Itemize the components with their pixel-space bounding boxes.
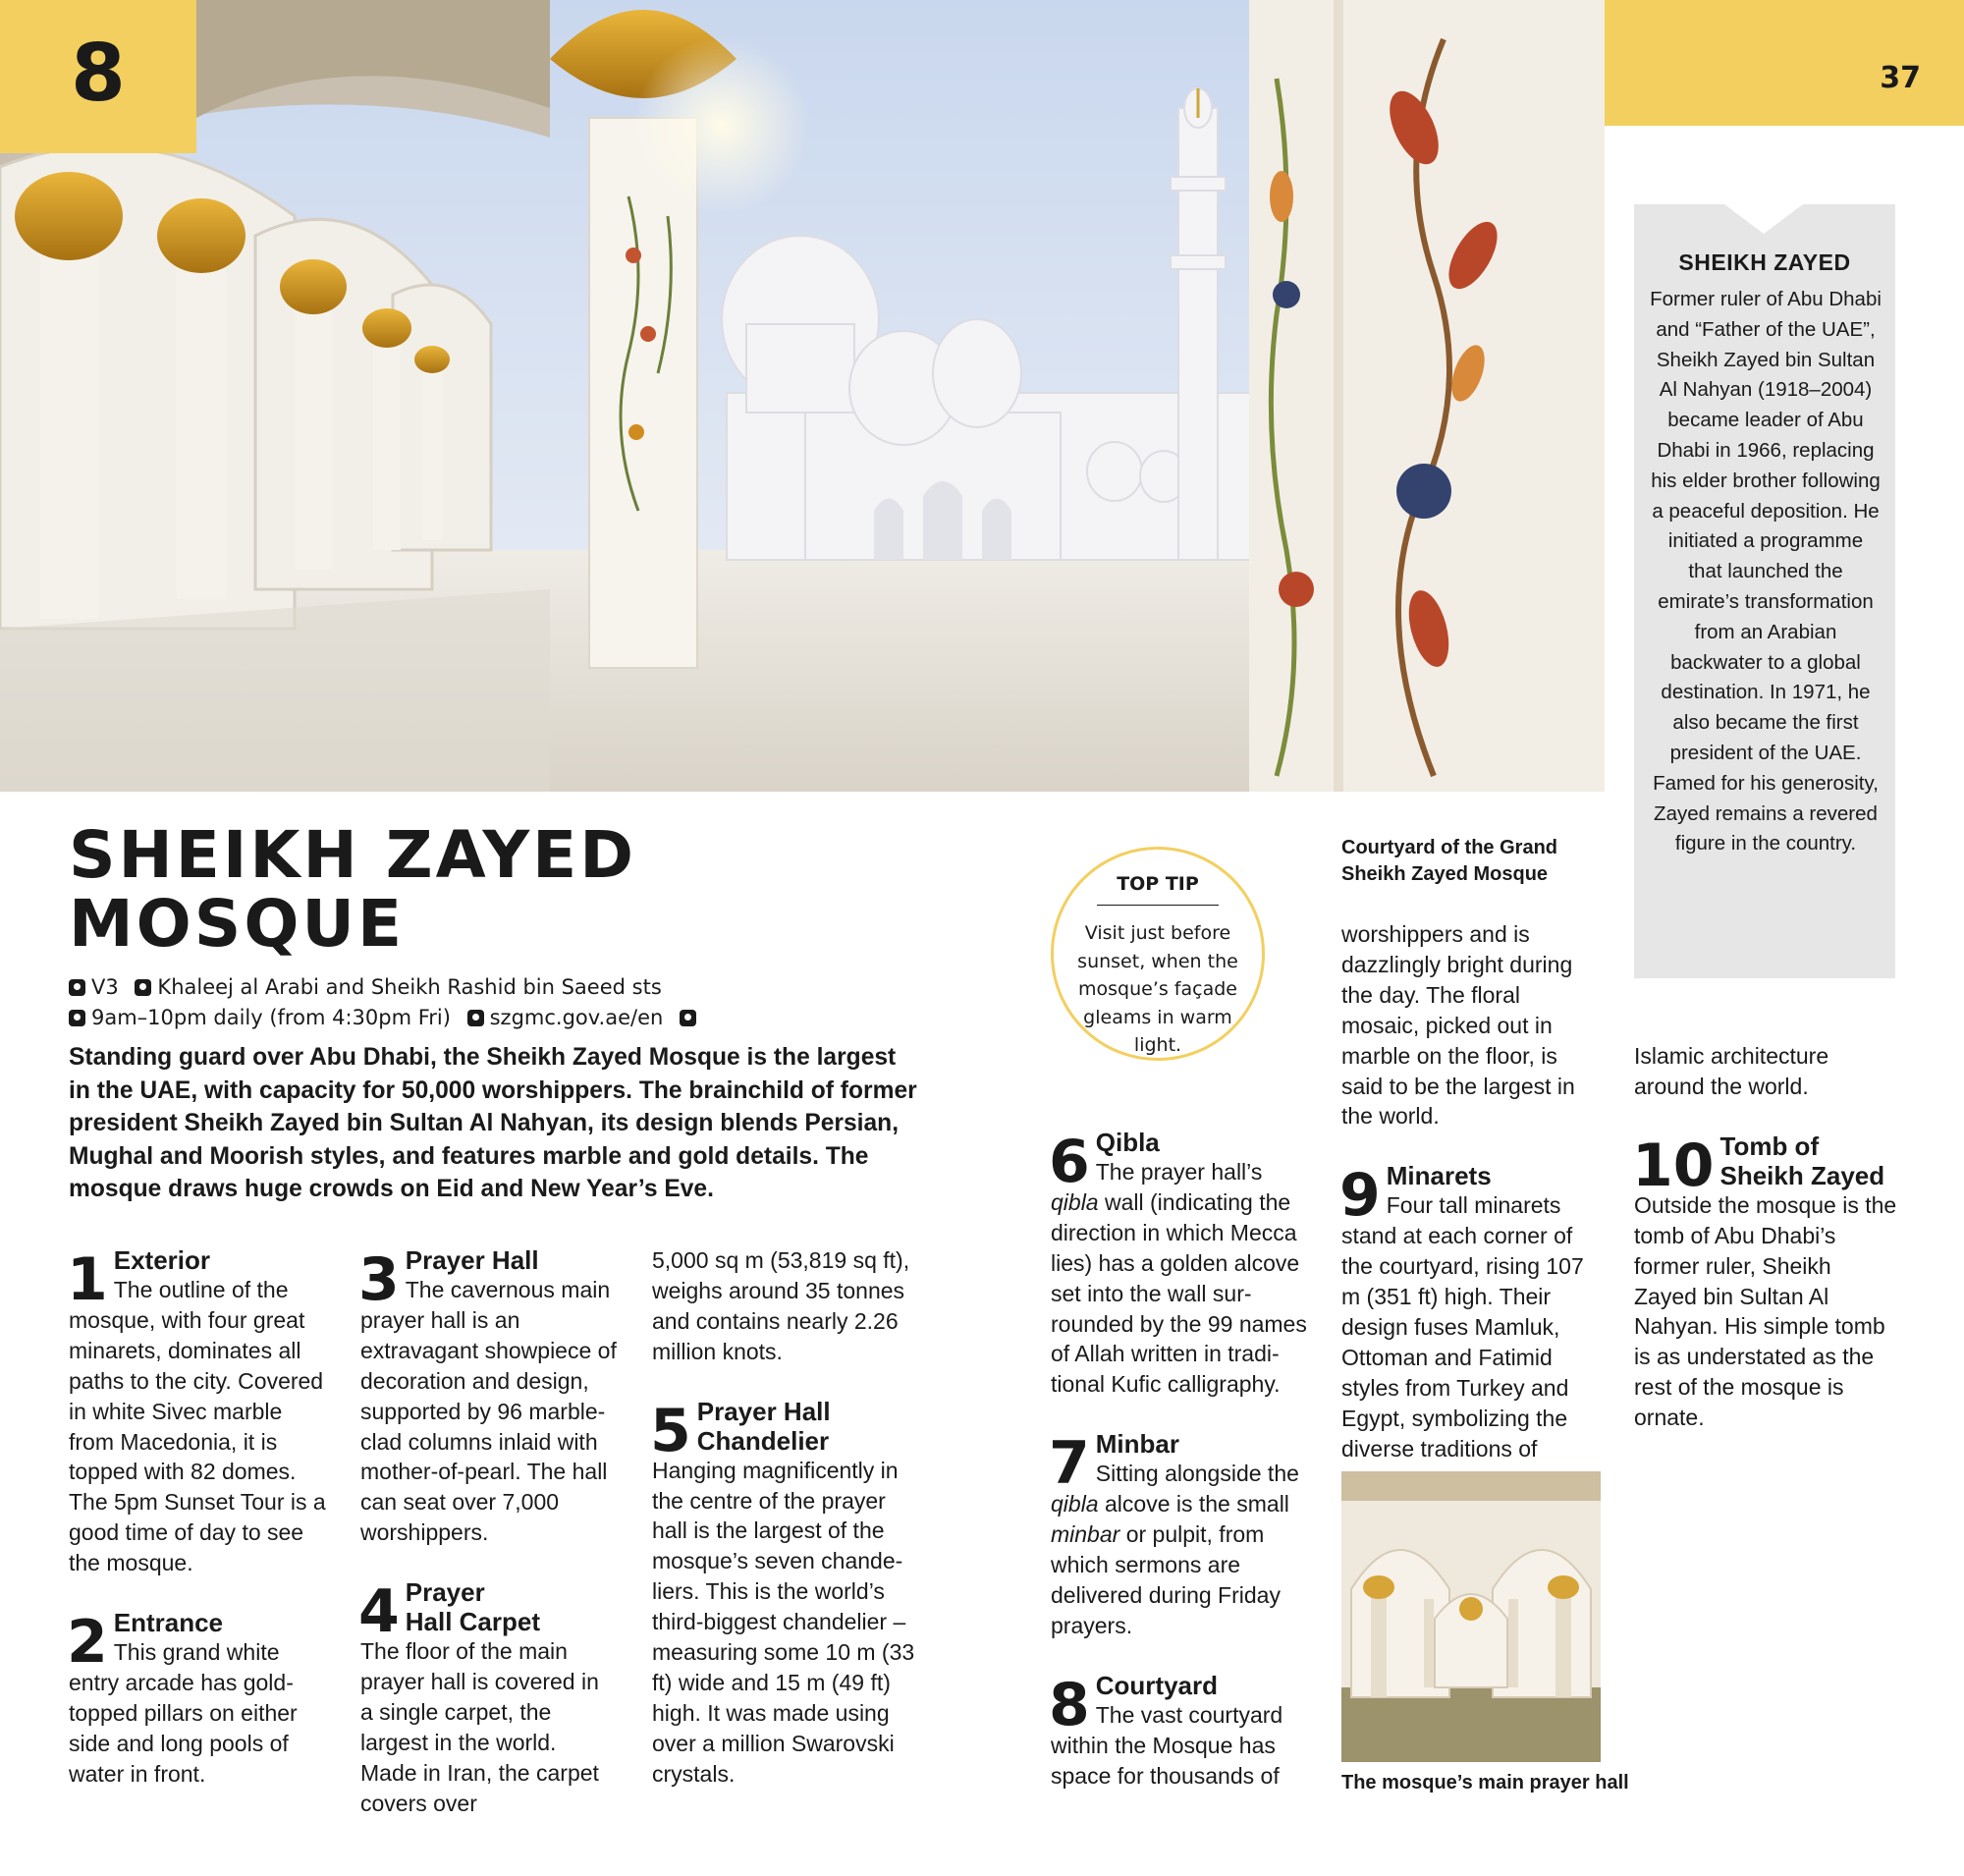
accessibility-icon bbox=[680, 1010, 696, 1026]
title-line-2: MOSQUE bbox=[69, 886, 406, 962]
item-number: 10 bbox=[1632, 1131, 1715, 1200]
item-minbar bbox=[1051, 1429, 1314, 1640]
item-text: Outside the mosque is the tomb of Abu Dhabi’s former ruler, Sheikh Zayed bin Sultan Al Nahyan. His simple tomb is as understated as the rest of the mosque is ornate. bbox=[1634, 1191, 1897, 1431]
item-text-italic: qibla bbox=[1051, 1491, 1099, 1517]
item-title: Prayer Hall bbox=[405, 1245, 539, 1275]
page-title bbox=[69, 817, 953, 962]
item-chandelier bbox=[652, 1397, 919, 1790]
item-text: Four tall minarets stand at each corner of the courtyard, rising 107 m (351 ft) high. Their design fuses Mamluk, Ottoman and Fatimid styles from Turkey and Egypt, symbolizing the diverse traditions of bbox=[1341, 1192, 1584, 1462]
item-carpet-continued: 5,000 sq m (53,819 sq ft), weighs around 35 tonnes and contains nearly 2.26 million knots. bbox=[652, 1247, 910, 1364]
grid-ref: V3 bbox=[91, 975, 119, 999]
info-line-1 bbox=[69, 972, 953, 1003]
item-number: 9 bbox=[1339, 1161, 1381, 1231]
item-prayer-hall-carpet bbox=[360, 1577, 618, 1818]
item-number: 6 bbox=[1049, 1128, 1090, 1196]
item-prayer-hall bbox=[360, 1245, 618, 1548]
item-title-a: Prayer bbox=[405, 1577, 485, 1608]
item-title-a: Prayer Hall bbox=[696, 1396, 831, 1426]
item-text: The outline of the mosque, with four great minarets, dominates all paths to the city. Covered in white Sivec marble from Macedonia, it is topped with 82 domes. The 5pm Sunset Tour is a good time of day to see the mosque. bbox=[69, 1277, 326, 1576]
address-icon bbox=[135, 979, 151, 996]
item-title: Entrance bbox=[113, 1608, 224, 1638]
chapter-tab bbox=[0, 0, 196, 153]
item-title: Minarets bbox=[1386, 1161, 1492, 1191]
website-link[interactable]: szgmc.gov.ae/en bbox=[489, 1006, 664, 1029]
caption-prayer-hall: The mosque’s main prayer hall bbox=[1341, 1772, 1629, 1793]
column-3 bbox=[652, 1245, 919, 1819]
item-number: 8 bbox=[1049, 1670, 1090, 1739]
item-entrance bbox=[69, 1608, 326, 1790]
top-tip-title: TOP TIP bbox=[1117, 873, 1199, 895]
column-1 bbox=[69, 1245, 326, 1819]
item-exterior bbox=[69, 1245, 326, 1578]
page-number-tab bbox=[1605, 0, 1964, 126]
item-title: Qibla bbox=[1095, 1128, 1160, 1157]
clock-icon bbox=[69, 1010, 85, 1026]
info-line-2 bbox=[69, 1003, 953, 1033]
item-qibla bbox=[1051, 1128, 1314, 1400]
item-title: Courtyard bbox=[1095, 1670, 1218, 1700]
item-text: The floor of the main prayer hall is covered in a single carpet, the largest in the world. Made in Iran, the carpet covers over bbox=[360, 1638, 599, 1816]
item-courtyard-continued: worshippers and is dazzlingly bright during the day. The floral mosaic, picked out in marble on the floor, is said to be the largest in the world. bbox=[1341, 921, 1575, 1130]
item-text: The cavernous main prayer hall is an extravagant showpiece of decoration and design, supported by 96 marble-clad columns inlaid with mother-of-pearl. The hall can seat over 7,000 worshippers. bbox=[360, 1277, 617, 1546]
opening-hours: 9am–10pm daily (from 4:30pm Fri) bbox=[91, 1006, 451, 1029]
item-text: alcove is the small bbox=[1105, 1491, 1289, 1517]
intro-paragraph: Standing guard over Abu Dhabi, the Sheikh Zayed Mosque is the largest in the UAE, with capacity for 50,000 worshippers. The brainchild of former president Sheikh Zayed bin Sultan Al Nahyan, its design blends Persian, Mughal and Moorish styles, and features marble and gold details. The mosque draws huge crowds on Eid and New Year’s Eve. bbox=[69, 1044, 917, 1203]
item-tomb bbox=[1634, 1131, 1897, 1433]
item-title-a: Tomb of bbox=[1719, 1131, 1820, 1161]
title-line-1: SHEIKH ZAYED bbox=[69, 817, 637, 893]
item-title-b: Chandelier bbox=[696, 1425, 830, 1456]
item-title: Exterior bbox=[113, 1245, 211, 1275]
item-text: Sitting alongside the bbox=[1095, 1461, 1299, 1487]
map-pin-icon bbox=[69, 979, 85, 996]
item-text: Hanging magnificently in the centre of the prayer hall is the largest of the mosque’s seven chandeliers. This is the world’s third-biggest chandelier – measuring some 10 m (33 ft) wide and 15 m (49 ft) high. It was made using over a million Swarovski crystals. bbox=[652, 1457, 915, 1787]
item-minarets bbox=[1341, 1161, 1601, 1463]
sidebar-title: SHEIKH ZAYED bbox=[1678, 249, 1851, 275]
item-number: 1 bbox=[67, 1245, 108, 1314]
sidebar-notch bbox=[1724, 204, 1803, 238]
address: Khaleej al Arabi and Sheikh Rashid bin Saeed sts bbox=[157, 975, 662, 999]
sidebar-text: Former ruler of Abu Dhabi and “Father of the UAE”, Sheikh Zayed bin Sultan Al Nahyan (1918–2004) became leader of Abu Dhabi in 1966, replacing his elder brother following a peaceful deposition. He initiated a programme that launched the emirate’s transformation from an Arabian backwater to a global destination. In 1971, he also became the first president of the UAE. Famed for his generosity, Zayed remains a revered figure in the country. bbox=[1650, 288, 1882, 855]
column-5 bbox=[1341, 919, 1601, 1494]
column-6 bbox=[1634, 1041, 1897, 1462]
prayer-hall-photo bbox=[1341, 1471, 1601, 1762]
item-number: 4 bbox=[358, 1577, 400, 1647]
item-text-italic: minbar bbox=[1051, 1521, 1120, 1548]
item-text-italic: qibla bbox=[1051, 1188, 1099, 1215]
page-number: 37 bbox=[1880, 61, 1921, 95]
item-number: 5 bbox=[650, 1396, 691, 1465]
column-4 bbox=[1051, 1128, 1314, 1820]
item-text: The vast courtyard within the Mosque has space for thousands of bbox=[1051, 1701, 1283, 1789]
chapter-number: 8 bbox=[71, 28, 126, 119]
item-text: The prayer hall’s bbox=[1095, 1159, 1263, 1185]
item-minarets-continued: Islamic architecture around the world. bbox=[1634, 1043, 1829, 1099]
web-icon bbox=[467, 1010, 484, 1026]
top-tip bbox=[1051, 847, 1265, 1061]
item-title-b: Hall Carpet bbox=[405, 1607, 541, 1637]
item-text: wall (indicating the direction in which Mecca lies) has a golden alcove set into the wall surrounded by the 99 names of Allah written in traditional Kufic calligraphy. bbox=[1051, 1188, 1307, 1398]
top-tip-text: Visit just before sunset, when the mosque’s façade gleams in warm light. bbox=[1077, 922, 1238, 1056]
item-text: or pulpit, from which sermons are delivered during Friday prayers. bbox=[1051, 1521, 1281, 1638]
item-text: This grand white entry arcade has gold-topped pillars on either side and long pools of water in front. bbox=[69, 1639, 298, 1787]
item-courtyard bbox=[1051, 1671, 1314, 1792]
item-title: Minbar bbox=[1095, 1429, 1179, 1460]
item-title-b: Sheikh Zayed bbox=[1719, 1160, 1885, 1190]
column-2 bbox=[360, 1245, 618, 1848]
hero-photo bbox=[0, 0, 1605, 792]
item-number: 2 bbox=[67, 1608, 108, 1678]
item-number: 3 bbox=[358, 1245, 400, 1314]
caption-courtyard: Courtyard of the Grand Sheikh Zayed Mosque bbox=[1341, 837, 1558, 885]
item-number: 7 bbox=[1049, 1429, 1090, 1499]
top-tip-divider bbox=[1097, 905, 1219, 906]
